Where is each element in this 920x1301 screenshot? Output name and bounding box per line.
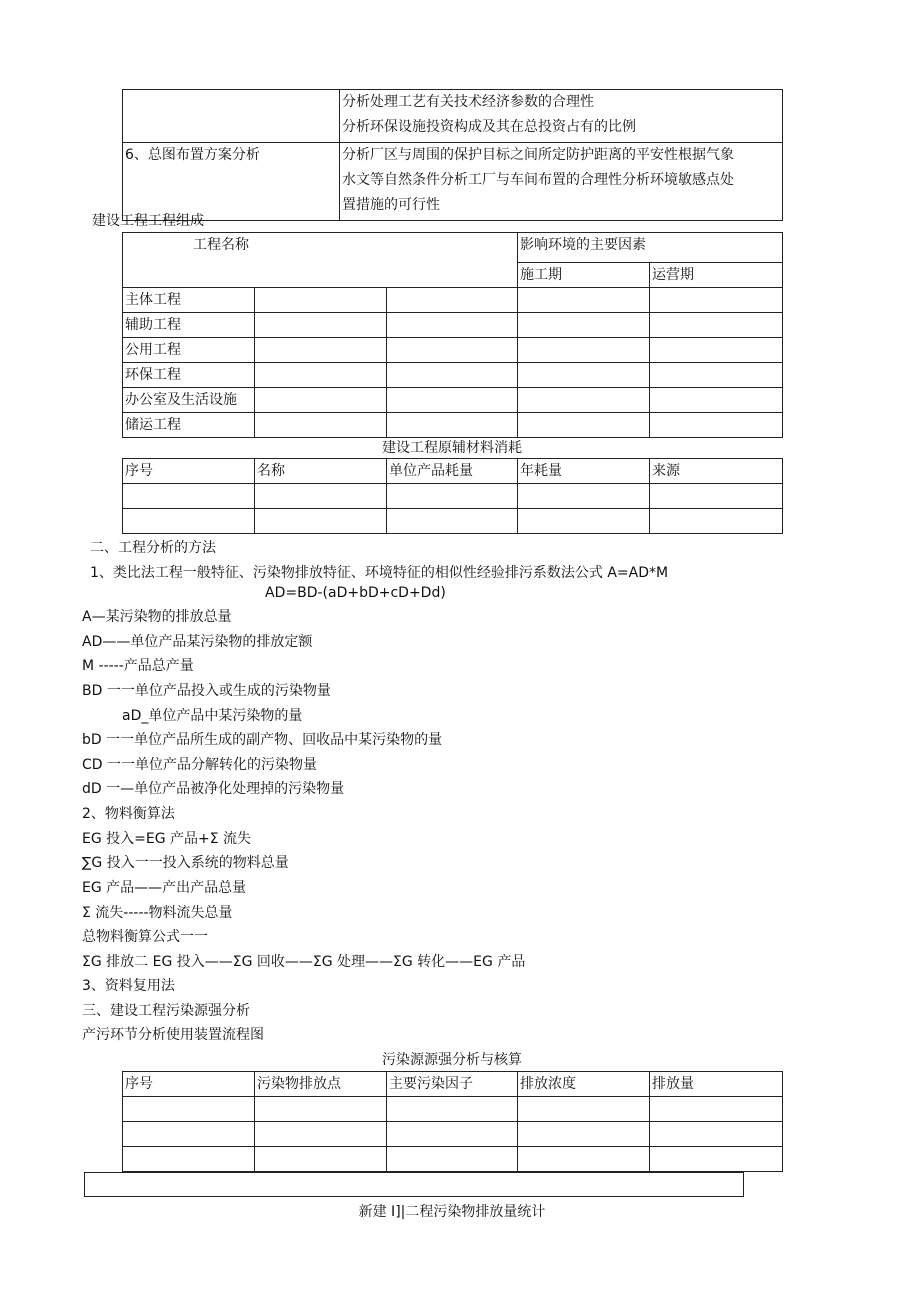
header-operation-period: 运营期 xyxy=(650,263,783,288)
def-ad: AD——单位产品某污染物的排放定额 xyxy=(82,634,313,650)
col-header: 年耗量 xyxy=(518,459,650,484)
formula-ad: AD=BD-(aD+bD+cD+Dd) xyxy=(265,585,446,601)
top-row1-line1: 分析处理工艺有关技术经济参数的合理性 xyxy=(342,94,594,110)
header-main-factors: 影响环境的主要因素 xyxy=(518,233,783,263)
def-loss: Σ 流失-----物料流失总量 xyxy=(82,905,233,921)
materials-table xyxy=(122,458,783,534)
top-row1-line2: 分析环保设施投资构成及其在总投资占有的比例 xyxy=(342,119,636,135)
def-bd-lower: bD 一一单位产品所生成的副产物、回收品中某污染物的量 xyxy=(82,732,443,748)
top-table xyxy=(122,89,783,221)
top-row2-line1: 分析厂区与周围的保护目标之间所定防护距离的平安性根据气象 xyxy=(342,147,734,163)
composition-table xyxy=(122,232,783,438)
pollution-title: 污染源源强分析与核算 xyxy=(382,1052,522,1068)
col-header: 单位产品耗量 xyxy=(387,459,518,484)
def-eg-product: EG 产品——产出产品总量 xyxy=(82,880,247,896)
col-header: 排放浓度 xyxy=(518,1072,650,1097)
method-3: 3、资料复用法 xyxy=(82,978,175,994)
composition-heading: 建设工程工程组成 xyxy=(92,213,204,229)
def-a: A—某污染物的排放总量 xyxy=(82,609,232,625)
col-header: 来源 xyxy=(650,459,783,484)
col-header: 序号 xyxy=(123,459,255,484)
row-label: 辅助工程 xyxy=(123,313,255,338)
flow-chart-note: 产污环节分析使用装置流程图 xyxy=(82,1027,264,1043)
top-row2-right xyxy=(340,143,783,221)
top-row1-right xyxy=(340,90,783,143)
col-header: 排放量 xyxy=(650,1072,783,1097)
top-row2-line2: 水文等自然条件分析工厂与车间布置的合理性分析环境敏感点处 xyxy=(342,172,734,188)
def-ad-lower: aD_单位产品中某污染物的量 xyxy=(122,708,303,724)
row-label: 储运工程 xyxy=(123,413,255,438)
row-label: 主体工程 xyxy=(123,288,255,313)
pollution-table xyxy=(122,1071,783,1172)
def-cd: CD 一一单位产品分解转化的污染物量 xyxy=(82,757,318,773)
balance-formula: EG 投入=EG 产品+Σ 流失 xyxy=(82,831,252,847)
col-header: 主要污染因子 xyxy=(387,1072,518,1097)
row-label: 公用工程 xyxy=(123,338,255,363)
top-row2-line3: 置措施的可行性 xyxy=(342,197,440,213)
row-label: 环保工程 xyxy=(123,363,255,388)
total-balance-label: 总物料衡算公式一一 xyxy=(82,929,208,945)
col-header: 序号 xyxy=(123,1072,255,1097)
def-dd: dD 一—单位产品被净化处理掉的污染物量 xyxy=(82,781,345,797)
total-balance-formula: ΣG 排放二 EG 投入——ΣG 回收——ΣG 处理——ΣG 转化——EG 产品 xyxy=(82,954,526,970)
def-bd: BD 一一单位产品投入或生成的污染物量 xyxy=(82,683,331,699)
header-construction-period: 施工期 xyxy=(518,263,650,288)
method-2: 2、物料衡算法 xyxy=(82,806,175,822)
top-row2-left: 6、总图布置方案分析 xyxy=(123,143,340,221)
top-row1-left xyxy=(123,90,340,143)
def-m: M -----产品总产量 xyxy=(82,658,194,674)
materials-title: 建设工程原辅材料消耗 xyxy=(382,440,522,456)
section-3-heading: 三、建设工程污染源强分析 xyxy=(82,1003,250,1019)
header-project-name: 工程名称 xyxy=(123,233,518,288)
row-label: 办公室及生活设施 xyxy=(123,388,255,413)
col-header: 污染物排放点 xyxy=(255,1072,387,1097)
section-2-heading: 二、工程分析的方法 xyxy=(90,540,216,556)
method-1: 1、类比法工程一般特征、污染物排放特征、环境特征的相似性经验排污系数法公式 A=AD*M xyxy=(90,565,669,581)
bottom-caption: 新建 I]|二程污染物排放量统计 xyxy=(358,1204,546,1220)
empty-box xyxy=(84,1172,744,1197)
def-g-input: ∑G 投入一一投入系统的物料总量 xyxy=(82,855,289,871)
col-header: 名称 xyxy=(255,459,387,484)
